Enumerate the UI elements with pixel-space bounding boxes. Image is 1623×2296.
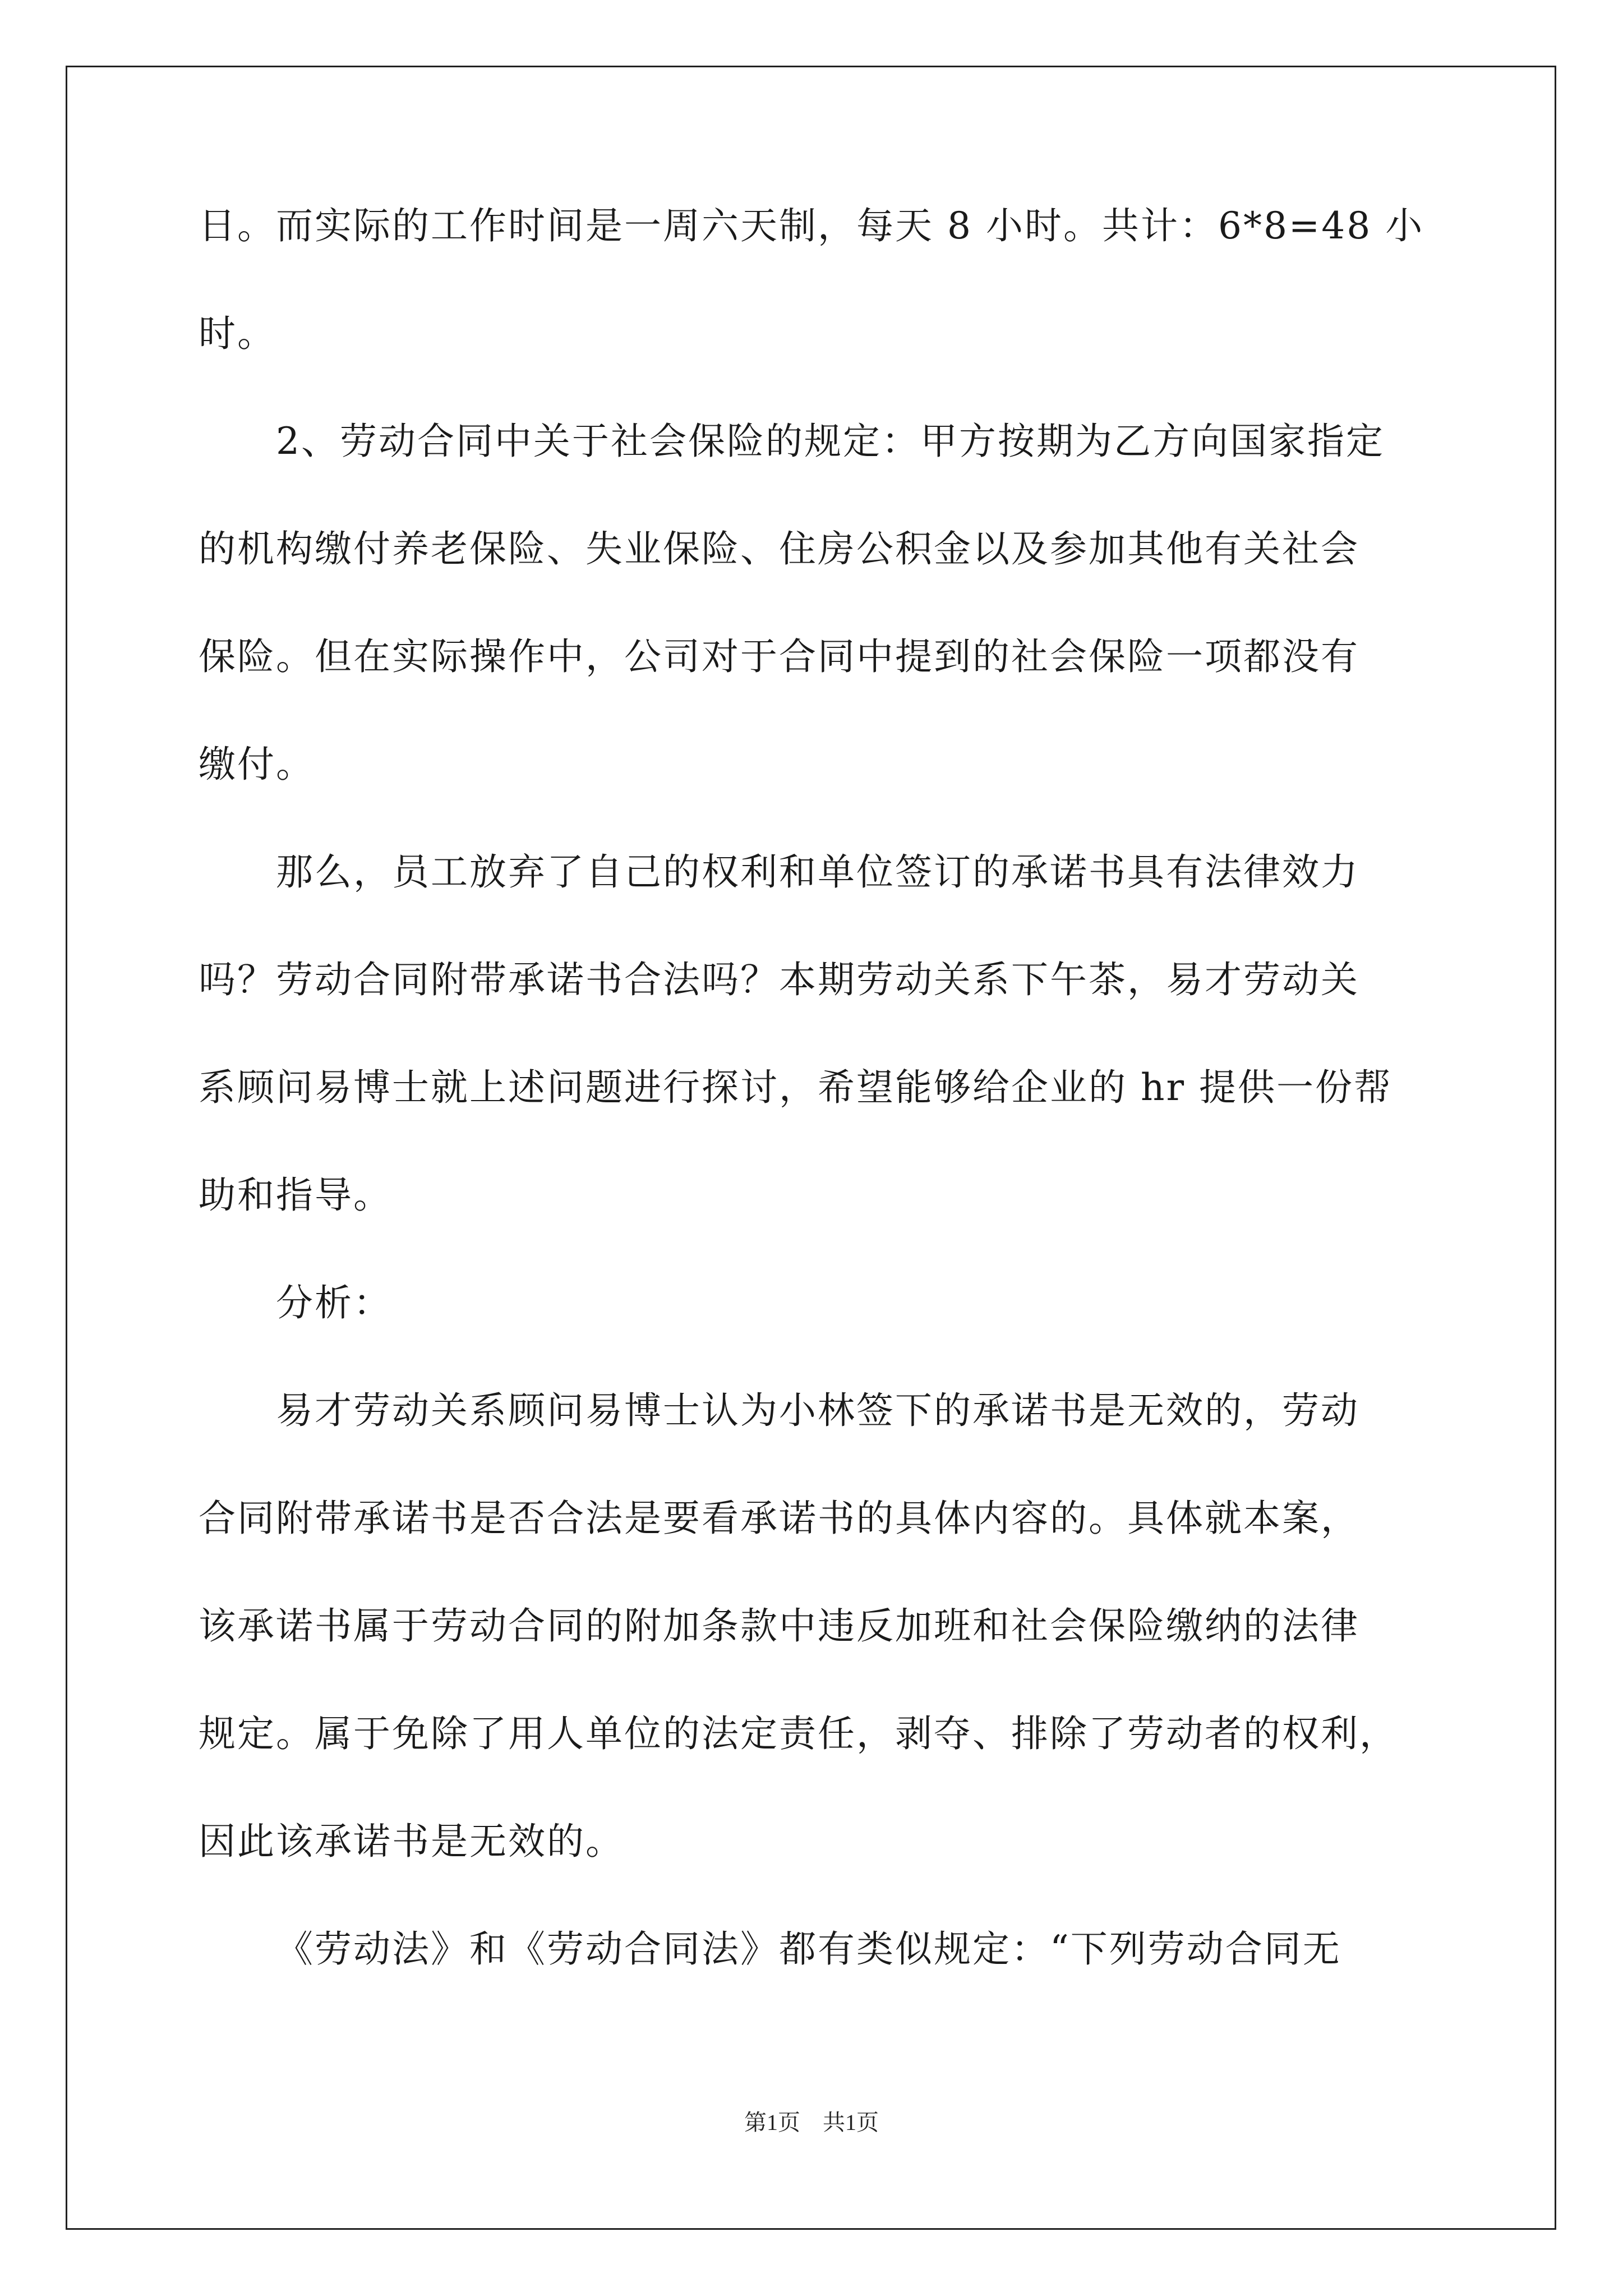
text-line: 该承诺书属于劳动合同的附加条款中违反加班和社会保险缴纳的法律 [199, 1604, 1359, 1648]
text-line: 合同附带承诺书是否合法是要看承诺书的具体内容的。具体就本案， [199, 1497, 1359, 1540]
paragraph [199, 1927, 1424, 1971]
text-line: 吗？劳动合同附带承诺书合法吗？本期劳动关系下午茶，易才劳动关 [199, 958, 1359, 1001]
paragraph [199, 1389, 1424, 1863]
text-line: 因此该承诺书是无效的。 [199, 1820, 624, 1863]
paragraph [199, 1281, 1424, 1324]
paragraph [199, 420, 1424, 786]
text-line: 日。而实际的工作时间是一周六天制，每天 8 小时。共计：6*8=48 小 [199, 204, 1424, 247]
text-line: 易才劳动关系顾问易博士认为小林签下的承诺书是无效的，劳动 [276, 1389, 1359, 1432]
section-heading: 分析： [276, 1281, 392, 1324]
text-line: 时。 [199, 312, 276, 355]
text-line: 2、劳动合同中关于社会保险的规定：甲方按期为乙方向国家指定 [276, 420, 1385, 463]
text-line: 的机构缴付养老保险、失业保险、住房公积金以及参加其他有关社会 [199, 527, 1359, 570]
text-line: 《劳动法》和《劳动合同法》都有类似规定：“下列劳动合同无 [276, 1927, 1341, 1971]
text-line: 缴付。 [199, 743, 315, 786]
page-footer: 第1页 共1页 [744, 2110, 879, 2135]
paragraph [199, 204, 1424, 355]
text-line: 保险。但在实际操作中，公司对于合同中提到的社会保险一项都没有 [199, 635, 1359, 678]
text-line: 那么，员工放弃了自己的权利和单位签订的承诺书具有法律效力 [276, 850, 1359, 894]
text-line: 规定。属于免除了用人单位的法定责任，剥夺、排除了劳动者的权利， [199, 1712, 1398, 1755]
text-line: 助和指导。 [199, 1174, 392, 1217]
paragraph [199, 850, 1424, 1217]
text-line: 系顾问易博士就上述问题进行探讨，希望能够给企业的 hr 提供一份帮 [199, 1066, 1393, 1109]
document-body [199, 204, 1424, 1971]
